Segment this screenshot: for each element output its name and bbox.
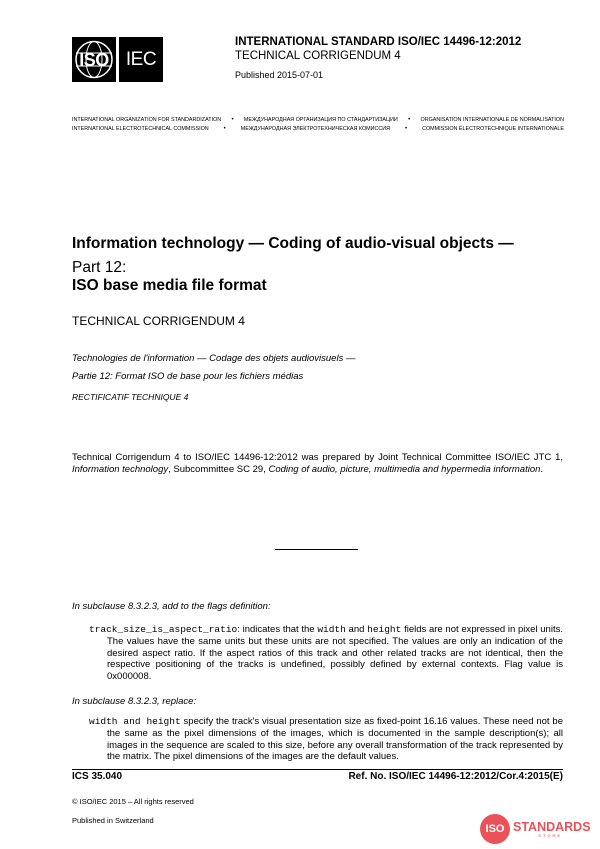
french-title: Technologies de l'information — Codage des objets audiovisuels — [72, 353, 356, 364]
standard-title: INTERNATIONAL STANDARD ISO/IEC 14496-12:2012 [235, 36, 522, 48]
org-name: INTERNATIONAL ORGANIZATION FOR STANDARDIZATION [72, 117, 222, 123]
iso-logo [72, 37, 116, 82]
published-in: Published in Switzerland [72, 816, 154, 825]
iec-logo [119, 37, 163, 82]
org-name: МЕЖДУНАРОДНАЯ ЭЛЕКТРОТЕХНИЧЕСКАЯ КОМИССИЯ [240, 126, 391, 132]
definition-2: width and height specify the track's visual presentation size as fixed-point 16.16 values. These need not be the same as the pixel dimensions of the images, which is documented in the sample description(s); all images in the sequence are scaled to this size, before any overall transformation of the track represented by the matrix. The pixel dimensions of the images are the default values. [89, 716, 563, 763]
part-number: Part 12: [72, 259, 127, 276]
badge-text: STANDARDS [513, 819, 591, 834]
ics-code: ICS 35.040 [72, 771, 123, 782]
published-date: Published 2015-07-01 [235, 70, 324, 80]
copyright: © ISO/IEC 2015 – All rights reserved [72, 797, 194, 806]
instruction-1: In subclause 8.3.2.3, add to the flags definition: [72, 601, 271, 612]
definition-1: track_size_is_aspect_ratio: indicates that the width and height fields are not expressed in pixel units. The values have the same units but these units are not specified. The values are only an indication of the desired aspect ratio. If the aspect ratios of this track and other related tracks are not identical, then the respective positioning of the tracks is undefined, possibly defined by external contexts. Flag value is 0x000008. [89, 624, 563, 683]
logo-iso-text: ISO [79, 50, 109, 70]
term-code: width and height [89, 716, 181, 727]
instruction-2: In subclause 8.3.2.3, replace: [72, 696, 197, 707]
standard-subtitle: TECHNICAL CORRIGENDUM 4 [235, 50, 401, 62]
intro-paragraph: Technical Corrigendum 4 to ISO/IEC 14496-12:2012 was prepared by Joint Technical Committee ISO/IEC JTC 1, Information technology, Subcommittee SC 29, Coding of audio, picture, multimedia and hypermedia information. [72, 452, 563, 475]
org-row-1 [72, 117, 564, 123]
french-corrigendum: RECTIFICATIF TECHNIQUE 4 [72, 392, 189, 402]
corrigendum-label: TECHNICAL CORRIGENDUM 4 [72, 314, 245, 328]
separator: • [223, 126, 226, 132]
part-title: ISO base media file format [72, 277, 267, 294]
org-row-2 [72, 126, 564, 132]
separator: • [231, 117, 234, 123]
org-name: МЕЖДУНАРОДНАЯ ОРГАНИЗАЦИЯ ПО СТАНДАРТИЗАЦИИ [243, 117, 398, 123]
org-name: INTERNATIONAL ELECTROTECHNICAL COMMISSION [72, 126, 209, 132]
document-title: Information technology — Coding of audio-visual objects — [72, 235, 514, 252]
term-code: track_size_is_aspect_ratio [89, 624, 238, 635]
org-name: ORGANISATION INTERNATIONALE DE NORMALISATION [420, 117, 564, 123]
iso-iec-logo [72, 37, 163, 82]
badge-iso-icon: ISO [480, 814, 510, 844]
separator: • [408, 117, 411, 123]
separator: • [405, 126, 408, 132]
org-name: COMMISSION ÉLECTROTECHNIQUE INTERNATIONALE [422, 126, 564, 132]
logo-iec-text: IEC [125, 49, 157, 70]
footer-rule [72, 769, 563, 770]
standards-store-badge[interactable] [480, 813, 592, 845]
divider [275, 549, 358, 550]
badge-store-text: STORE [538, 832, 563, 838]
french-part: Partie 12: Format ISO de base pour les fichiers médias [72, 371, 304, 382]
reference-number: Ref. No. ISO/IEC 14496-12:2012/Cor.4:2015(E) [348, 771, 563, 782]
